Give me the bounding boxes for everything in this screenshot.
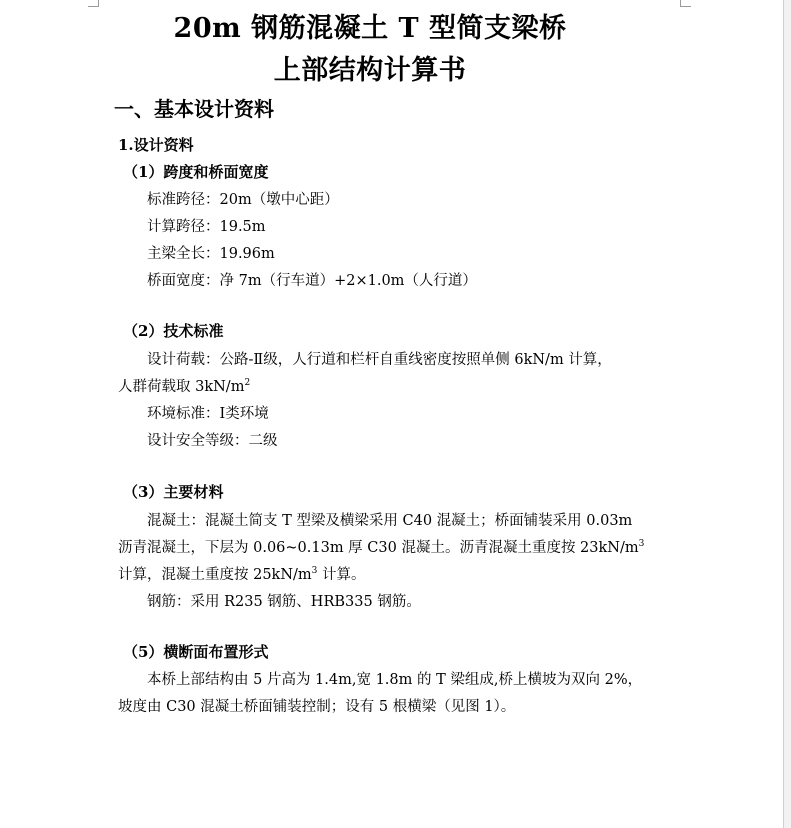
text-deck-width: 桥面宽度：净 7m（行车道）+2×1.0m（人行道） <box>147 273 477 289</box>
text-cross-section-line2: 坡度由 C30 混凝土桥面铺装控制；设有 5 根横梁（见图 1）。 <box>118 699 516 715</box>
text-girder-length: 主梁全长：19.96m <box>147 246 275 262</box>
window-right-edge <box>783 0 791 828</box>
heading-span-and-width: （1）跨度和桥面宽度 <box>123 163 269 181</box>
text-standard-span: 标准跨径：20m（墩中心距） <box>147 192 339 208</box>
heading-cross-section: （5）横断面布置形式 <box>123 643 269 661</box>
text-safety-grade: 设计安全等级：二级 <box>147 433 278 449</box>
text-design-load-line2: 人群荷载取 $3kN/m^2$ <box>118 378 251 395</box>
text-steel: 钢筋：采用 R235 钢筋、HRB335 钢筋。 <box>147 594 421 610</box>
document-title-line1: 20m 钢筋混凝土 T 型简支梁桥 <box>173 13 567 44</box>
text-cross-section-line1: 本桥上部结构由 5 片高为 1.4m,宽 1.8m 的 T 梁组成,桥上横坡为双向 2%， <box>147 672 643 688</box>
section-heading-basic-data: 一、基本设计资料 <box>114 97 274 121</box>
text-environment: 环境标准：Ⅰ类环境 <box>147 406 269 422</box>
heading-technical-standard: （2）技术标准 <box>123 322 224 340</box>
text-concrete-line2: 沥青混凝土，下层为 0.06~0.13m 厚 C30 混凝土。沥青混凝土重度按 $23kN/m^3$ <box>118 539 645 556</box>
text-design-load-line1: 设计荷载：公路-Ⅱ级，人行道和栏杆自重线密度按照单侧 6kN/m 计算， <box>147 352 612 368</box>
document-title-line2: 上部结构计算书 <box>273 55 467 86</box>
text-concrete-line3: 计算，混凝土重度按 $25kN/m^3$ 计算。 <box>118 566 366 583</box>
subsection-heading-design-data: 1.设计资料 <box>118 136 194 154</box>
text-concrete-line1: 混凝土：混凝土简支 T 型梁及横梁采用 C40 混凝土；桥面铺装采用 0.03m <box>147 513 633 529</box>
heading-main-materials: （3）主要材料 <box>123 483 224 501</box>
text-calc-span: 计算跨径：19.5m <box>147 219 266 235</box>
